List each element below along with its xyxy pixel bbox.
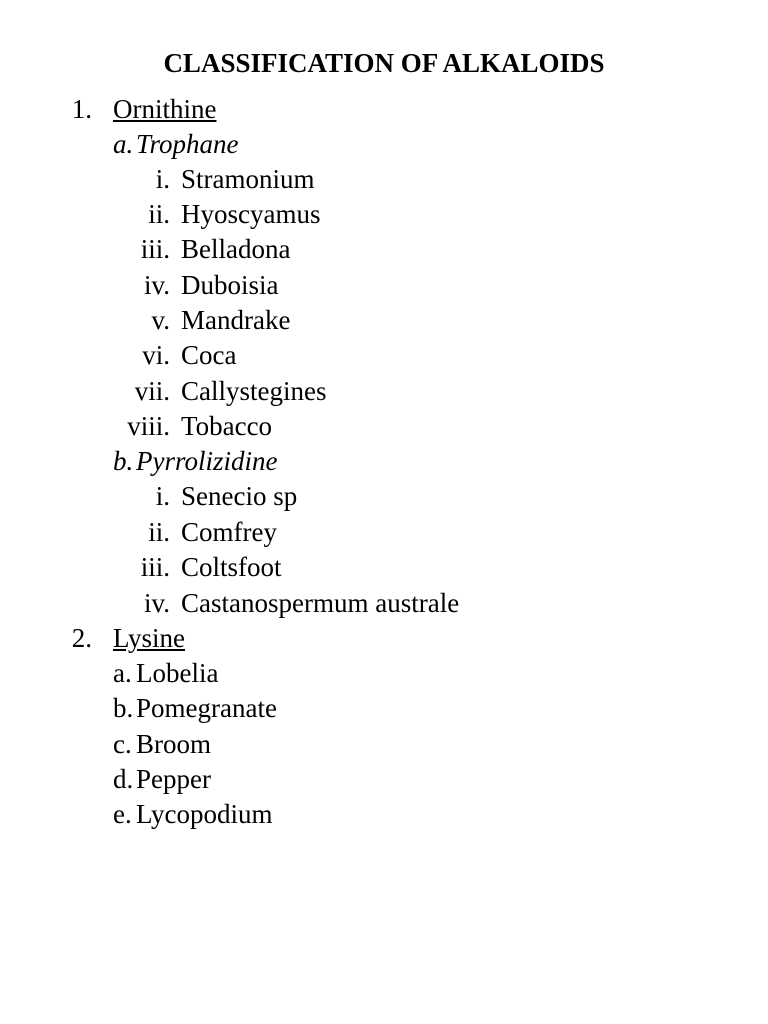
list-letter: d. bbox=[113, 764, 134, 794]
list-text: Duboisia bbox=[181, 270, 279, 300]
list-numeral: i. bbox=[155, 164, 170, 194]
list-numeral: ii. bbox=[148, 199, 170, 229]
list-numeral: iii. bbox=[140, 552, 170, 582]
list-numeral: ii. bbox=[148, 517, 170, 547]
list-text: Comfrey bbox=[181, 517, 277, 547]
list-text: Callystegines bbox=[181, 376, 327, 406]
list-letter: b. bbox=[113, 693, 134, 723]
group-letter: a. bbox=[113, 129, 134, 159]
list-letter: a. bbox=[113, 658, 132, 688]
section-name: Lysine bbox=[113, 623, 185, 653]
section-name: Ornithine bbox=[113, 94, 217, 124]
list-numeral: iii. bbox=[140, 234, 170, 264]
list-numeral: v. bbox=[151, 305, 170, 335]
list-text: Hyoscyamus bbox=[181, 199, 321, 229]
list-numeral: iv. bbox=[144, 588, 170, 618]
list-numeral: vi. bbox=[142, 340, 170, 370]
list-text: Coltsfoot bbox=[181, 552, 282, 582]
group-letter: b. bbox=[113, 446, 134, 476]
list-numeral: viii. bbox=[127, 411, 170, 441]
list-letter: e. bbox=[113, 799, 132, 829]
list-text: Lobelia bbox=[136, 658, 219, 688]
section-number: 2. bbox=[71, 623, 92, 653]
list-text: Senecio sp bbox=[181, 481, 298, 511]
page-title: CLASSIFICATION OF ALKALOIDS bbox=[163, 48, 605, 78]
section-number: 1. bbox=[71, 94, 92, 124]
group-name: Pyrrolizidine bbox=[136, 446, 278, 476]
list-text: Mandrake bbox=[181, 305, 291, 335]
list-text: Pomegranate bbox=[136, 693, 277, 723]
list-text: Pepper bbox=[136, 764, 211, 794]
list-numeral: vii. bbox=[134, 376, 170, 406]
group-name: Trophane bbox=[136, 129, 239, 159]
list-text: Belladona bbox=[181, 234, 291, 264]
list-text: Coca bbox=[181, 340, 237, 370]
list-text: Lycopodium bbox=[136, 799, 273, 829]
list-text: Castanospermum australe bbox=[181, 588, 460, 618]
list-letter: c. bbox=[113, 729, 132, 759]
list-numeral: i. bbox=[155, 481, 170, 511]
list-numeral: iv. bbox=[144, 270, 170, 300]
list-text: Stramonium bbox=[181, 164, 315, 194]
list-text: Tobacco bbox=[181, 411, 273, 441]
list-text: Broom bbox=[136, 729, 212, 759]
